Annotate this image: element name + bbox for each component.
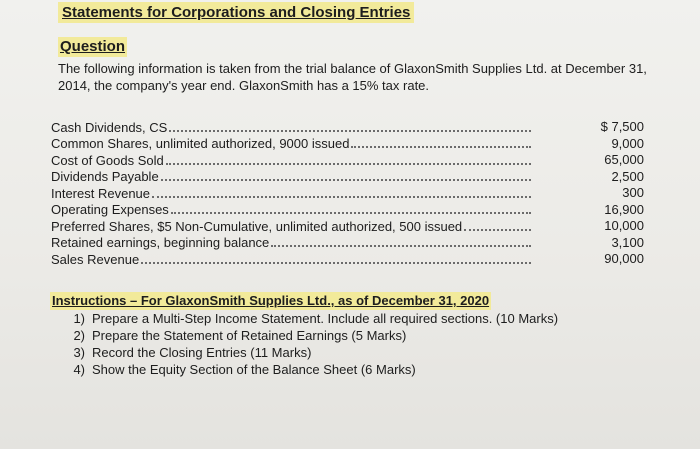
account-row xyxy=(51,218,531,235)
instruction-number: 3) xyxy=(73,345,85,360)
dot-leader xyxy=(166,163,531,165)
account-row xyxy=(51,119,531,136)
instructions-list xyxy=(50,310,558,378)
account-amount: 2,500 xyxy=(611,168,644,184)
account-amount: 16,900 xyxy=(604,201,644,217)
account-label: Cost of Goods Sold xyxy=(51,152,164,168)
instruction-item xyxy=(50,361,558,378)
instruction-number: 1) xyxy=(73,311,85,326)
account-row xyxy=(51,169,531,186)
dot-leader xyxy=(169,130,531,132)
account-amount: 300 xyxy=(622,185,644,200)
account-label: Cash Dividends, CS xyxy=(51,119,168,135)
dot-leader xyxy=(141,262,531,264)
instruction-text: Prepare a Multi-Step Income Statement. Include all required sections. (10 Marks) xyxy=(92,311,559,326)
account-amount: 90,000 xyxy=(604,251,644,266)
instruction-text: Prepare the Statement of Retained Earnings (5 Marks) xyxy=(92,328,407,343)
account-label: Retained earnings, beginning balance xyxy=(51,235,270,250)
dot-leader xyxy=(161,179,531,181)
dot-leader xyxy=(351,146,531,148)
account-row xyxy=(51,235,531,252)
account-amount: 3,100 xyxy=(611,234,644,250)
amount-column xyxy=(601,119,644,268)
account-label: Sales Revenue xyxy=(51,251,140,267)
page-title: Statements for Corporations and Closing Entries xyxy=(58,2,414,23)
account-row xyxy=(51,136,531,153)
instruction-item xyxy=(50,327,558,344)
instruction-number: 4) xyxy=(73,362,85,377)
question-text: The following information is taken from the trial balance of GlaxonSmith Supplies Ltd. at December 31, 2014, the company's year end. GlaxonSmith has a 15% tax rate. xyxy=(58,61,647,93)
account-amount: $ 7,500 xyxy=(600,119,644,134)
instruction-text: Record the Closing Entries (11 Marks) xyxy=(92,345,312,360)
account-label: Operating Expenses xyxy=(51,202,169,217)
account-row xyxy=(51,185,531,202)
account-label: Interest Revenue xyxy=(51,185,151,201)
instructions-heading: Instructions – For GlaxonSmith Supplies Ltd., as of December 31, 2020 xyxy=(52,293,490,308)
dot-leader xyxy=(271,245,531,247)
account-row xyxy=(51,152,531,169)
instruction-item xyxy=(50,344,558,361)
account-label: Common Shares, unlimited authorized, 9000 issued xyxy=(51,136,350,151)
dot-leader xyxy=(152,196,531,198)
account-row xyxy=(51,251,531,268)
dot-leader xyxy=(464,229,531,231)
account-row xyxy=(51,202,531,219)
account-list xyxy=(51,119,531,268)
dot-leader xyxy=(171,212,531,214)
account-label: Dividends Payable xyxy=(51,169,159,184)
instruction-number: 2) xyxy=(73,328,85,343)
account-amount: 10,000 xyxy=(604,218,644,233)
account-label: Preferred Shares, $5 Non-Cumulative, unlimited authorized, 500 issued xyxy=(51,218,463,234)
account-amount: 9,000 xyxy=(611,135,644,151)
question-heading: Question xyxy=(60,38,126,55)
instruction-item xyxy=(50,310,558,327)
instruction-text: Show the Equity Section of the Balance Sheet (6 Marks) xyxy=(92,362,416,377)
account-amount: 65,000 xyxy=(604,152,644,167)
